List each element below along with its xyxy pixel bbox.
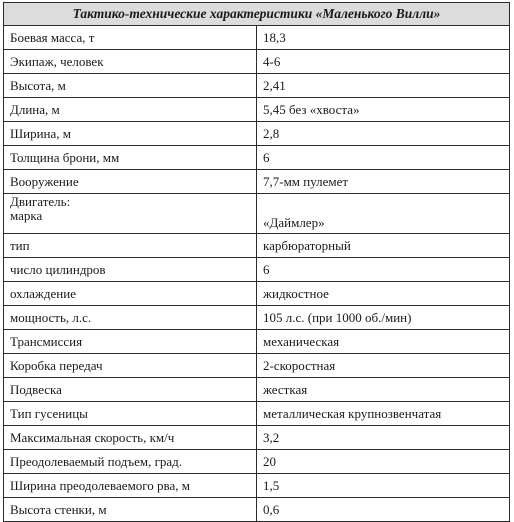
row-parameter: Высота стенки, м — [4, 498, 257, 522]
row-value: 6 — [257, 146, 510, 170]
row-parameter: Коробка передач — [4, 354, 257, 378]
table-row — [4, 402, 510, 426]
table-row — [4, 74, 510, 98]
row-value: 6 — [257, 258, 510, 282]
row-value: 0,6 — [257, 498, 510, 522]
row-parameter: Ширина преодолеваемого рва, м — [4, 474, 257, 498]
row-value: 7,7-мм пулемет — [257, 170, 510, 194]
row-parameter: Высота, м — [4, 74, 257, 98]
table-row — [4, 426, 510, 450]
row-value: механическая — [257, 330, 510, 354]
table-row — [4, 170, 510, 194]
table-row-engine — [4, 194, 510, 234]
row-parameter — [4, 194, 257, 234]
engine-brand-label: марка — [10, 208, 43, 223]
row-value: 20 — [257, 450, 510, 474]
row-parameter: Экипаж, человек — [4, 50, 257, 74]
table-row — [4, 306, 510, 330]
row-parameter: Преодолеваемый подъем, град. — [4, 450, 257, 474]
row-parameter: Длина, м — [4, 98, 257, 122]
row-parameter: число цилиндров — [4, 258, 257, 282]
table-row — [4, 282, 510, 306]
table-row — [4, 146, 510, 170]
table-row — [4, 50, 510, 74]
table-row — [4, 450, 510, 474]
table-row — [4, 122, 510, 146]
table-row — [4, 234, 510, 258]
row-value: 18,3 — [257, 26, 510, 50]
row-value: жесткая — [257, 378, 510, 402]
table-title-row — [4, 3, 510, 26]
row-parameter: Боевая масса, т — [4, 26, 257, 50]
row-parameter: Вооружение — [4, 170, 257, 194]
table-row — [4, 26, 510, 50]
row-value: «Даймлер» — [257, 194, 510, 234]
table-row — [4, 474, 510, 498]
row-value: жидкостное — [257, 282, 510, 306]
row-value: 5,45 без «хвоста» — [257, 98, 510, 122]
row-value: 1,5 — [257, 474, 510, 498]
table-title: Тактико-технические характеристики «Маленького Вилли» — [4, 3, 510, 26]
row-value: 2,41 — [257, 74, 510, 98]
row-parameter: тип — [4, 234, 257, 258]
table-row — [4, 330, 510, 354]
row-parameter: Толщина брони, мм — [4, 146, 257, 170]
table-row — [4, 378, 510, 402]
row-value: 2-скоростная — [257, 354, 510, 378]
row-value: 105 л.с. (при 1000 об./мин) — [257, 306, 510, 330]
row-parameter: Тип гусеницы — [4, 402, 257, 426]
table-row — [4, 354, 510, 378]
row-value: карбюраторный — [257, 234, 510, 258]
specifications-table — [3, 2, 510, 522]
table-row — [4, 98, 510, 122]
table-row — [4, 258, 510, 282]
row-parameter: мощность, л.с. — [4, 306, 257, 330]
table-row — [4, 498, 510, 522]
engine-section-heading: Двигатель: — [10, 194, 71, 209]
row-value: 2,8 — [257, 122, 510, 146]
row-value: 4-6 — [257, 50, 510, 74]
row-value: 3,2 — [257, 426, 510, 450]
row-parameter: Подвеска — [4, 378, 257, 402]
row-value: металлическая крупнозвенчатая — [257, 402, 510, 426]
row-parameter: Максимальная скорость, км/ч — [4, 426, 257, 450]
row-parameter: Трансмиссия — [4, 330, 257, 354]
row-parameter: охлаждение — [4, 282, 257, 306]
row-parameter: Ширина, м — [4, 122, 257, 146]
